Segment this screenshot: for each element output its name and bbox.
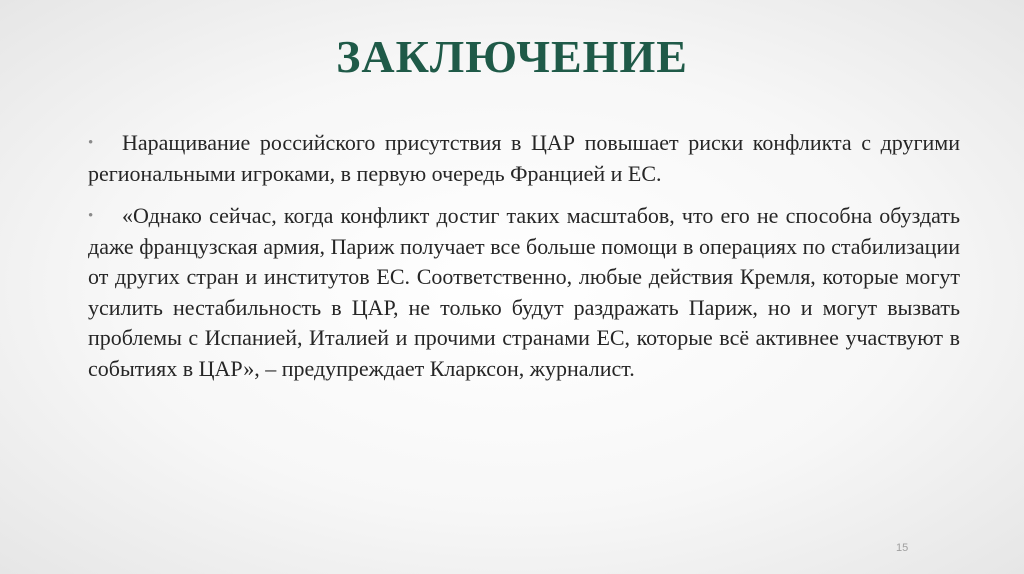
bullet-icon: • <box>88 208 94 224</box>
bullet-text: «Однако сейчас, когда конфликт достиг таких масштабов, что его не способна обуздать даже французская армия, Париж получает все больше помощи в операциях по стабилизации от других стран и институтов ЕС. Соответственно, любые действия Кремля, которые могут усилить нестабильность в ЦАР, не только будут раздражать Париж, но и могут вызвать проблемы с Испанией, Италией и прочими странами ЕС, которые всё активнее участвуют в событиях в ЦАР», – предупреждает Кларксон, журналист. <box>88 203 960 381</box>
slide-title: ЗАКЛЮЧЕНИЕ <box>336 31 688 82</box>
bullet-text: Наращивание российского присутствия в ЦАР повышает риски конфликта с другими региональными игроками, в первую очередь Францией и ЕС. <box>88 130 960 186</box>
slide-content <box>88 128 960 396</box>
page-number: 15 <box>896 542 909 554</box>
bullet-item <box>88 128 960 189</box>
bullet-icon: • <box>88 135 94 151</box>
bullet-item <box>88 201 960 384</box>
